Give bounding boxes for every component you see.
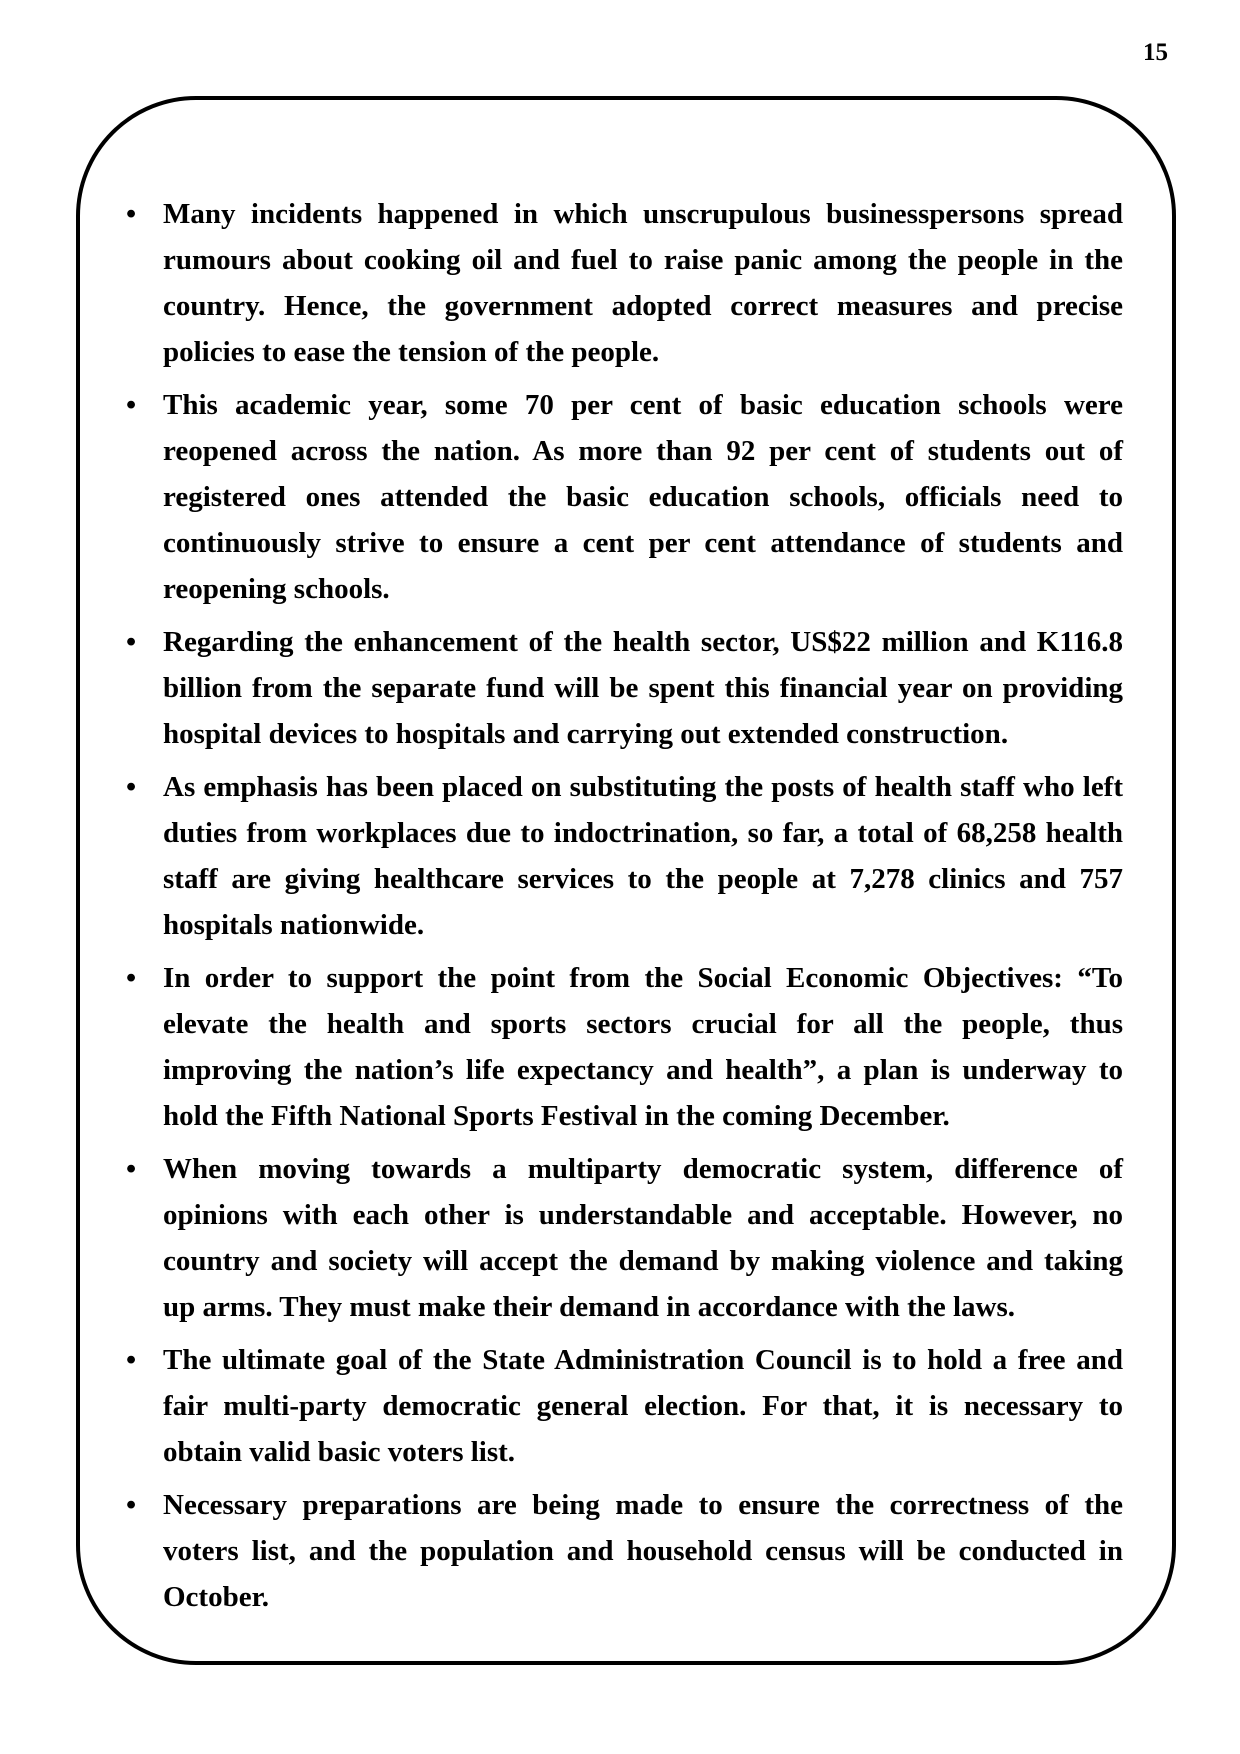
bullet-icon: • [126, 962, 137, 994]
text-line: policies to ease the tension of the people. [163, 336, 660, 368]
text-line: hospitals nationwide. [163, 909, 425, 941]
text-line: reopened across the nation. As more than 92 per cent of students out of [163, 435, 1123, 467]
bullet-icon: • [126, 626, 137, 658]
bullet-icon: • [126, 1344, 137, 1376]
text-line: This academic year, some 70 per cent of basic education schools were [163, 389, 1123, 421]
bullet-icon: • [126, 771, 137, 803]
text-line: When moving towards a multiparty democratic system, difference of [163, 1153, 1123, 1185]
text-line: October. [163, 1581, 270, 1613]
text-line: country and society will accept the demand by making violence and taking [163, 1245, 1123, 1277]
text-line: duties from workplaces due to indoctrination, so far, a total of 68,258 health [163, 817, 1123, 849]
text-line: billion from the separate fund will be spent this financial year on providing [163, 672, 1123, 704]
page-number: 15 [1143, 39, 1168, 66]
text-line: reopening schools. [163, 573, 390, 605]
bullet-icon: • [126, 1153, 137, 1185]
text-line: registered ones attended the basic education schools, officials need to [163, 481, 1123, 513]
list-item [126, 191, 1123, 375]
bullet-icon: • [126, 389, 137, 421]
text-line: obtain valid basic voters list. [163, 1436, 516, 1468]
text-line: In order to support the point from the Social Economic Objectives: “To [163, 962, 1123, 994]
text-line: fair multi-party democratic general election. For that, it is necessary to [163, 1390, 1123, 1422]
bullet-icon: • [126, 1489, 137, 1521]
bullet-icon: • [126, 198, 137, 230]
text-line: hospital devices to hospitals and carrying out extended construction. [163, 718, 1009, 750]
text-line: elevate the health and sports sectors crucial for all the people, thus [163, 1008, 1123, 1040]
list-item [126, 955, 1123, 1139]
list-item [126, 1337, 1123, 1475]
text-line: The ultimate goal of the State Administration Council is to hold a free and [163, 1344, 1123, 1376]
text-line: rumours about cooking oil and fuel to raise panic among the people in the [163, 244, 1123, 276]
text-line: voters list, and the population and household census will be conducted in [163, 1535, 1123, 1567]
text-line: country. Hence, the government adopted correct measures and precise [163, 290, 1123, 322]
text-line: up arms. They must make their demand in accordance with the laws. [163, 1291, 1016, 1323]
list-item [126, 764, 1123, 948]
list-item [126, 382, 1123, 612]
bullet-list [126, 191, 1123, 1627]
text-line: improving the nation’s life expectancy and health”, a plan is underway to [163, 1054, 1123, 1086]
text-line: staff are giving healthcare services to the people at 7,278 clinics and 757 [163, 863, 1123, 895]
list-item [126, 1482, 1123, 1620]
text-line: continuously strive to ensure a cent per cent attendance of students and [163, 527, 1123, 559]
text-line: opinions with each other is understandable and acceptable. However, no [163, 1199, 1123, 1231]
text-line: Regarding the enhancement of the health sector, US$22 million and K116.8 [163, 626, 1123, 658]
list-item [126, 619, 1123, 757]
text-line: Many incidents happened in which unscrupulous businesspersons spread [163, 198, 1123, 230]
text-line: As emphasis has been placed on substituting the posts of health staff who left [163, 771, 1123, 803]
list-item [126, 1146, 1123, 1330]
text-line: hold the Fifth National Sports Festival in the coming December. [163, 1100, 950, 1132]
text-line: Necessary preparations are being made to ensure the correctness of the [163, 1489, 1123, 1521]
